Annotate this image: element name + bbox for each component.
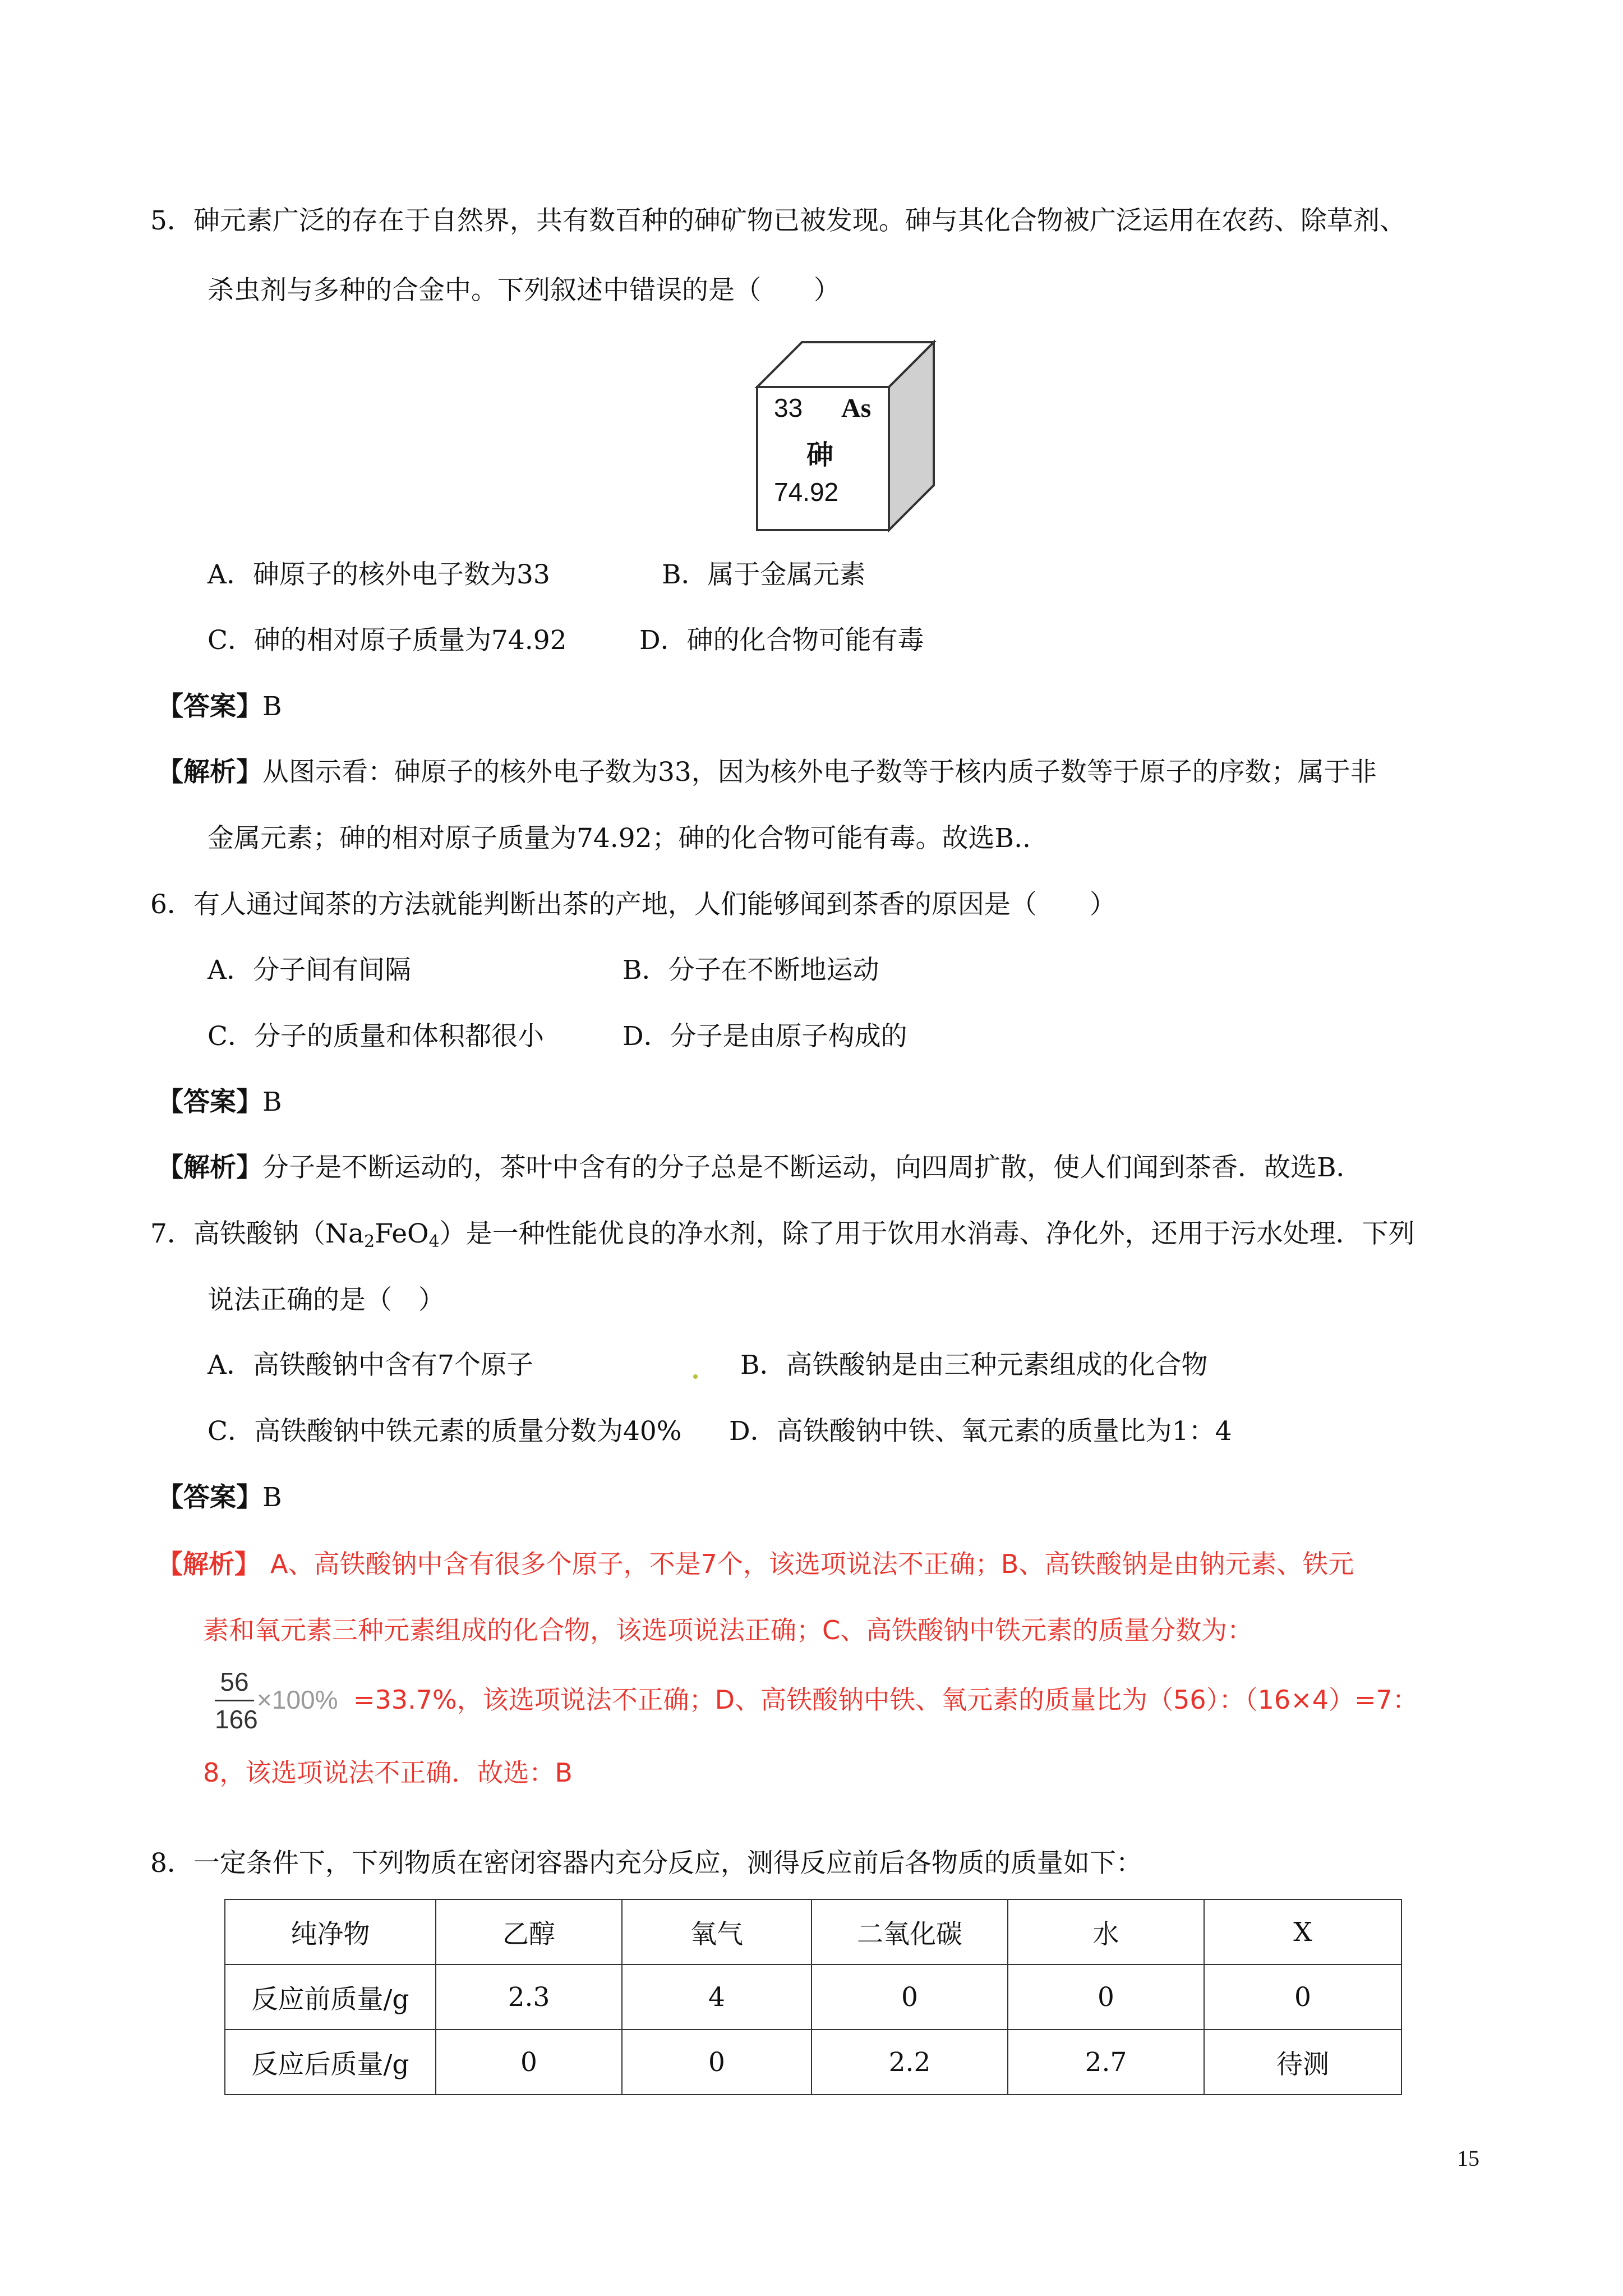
fraction-denominator: 166: [215, 1705, 258, 1734]
q5-stem-line2: 杀虫剂与多种的合金中。下列叙述中错误的是（ ）: [208, 275, 840, 306]
table-cell: 0: [811, 1964, 1008, 2030]
q7-stem-text: ）是一种性能优良的净水剂，除了用于饮用水消毒、净化外，还用于污水处理．下列: [439, 1218, 1415, 1249]
q8-stem-line1: 8．一定条件下，下列物质在密闭容器内充分反应，测得反应前后各物质的质量如下：: [150, 1848, 1142, 1879]
element-card-figure: [751, 337, 937, 533]
table-header-cell: 纯净物: [225, 1899, 436, 1964]
fraction-multiplier: ×100%: [257, 1685, 338, 1714]
table-cell: 待测: [1204, 2030, 1401, 2095]
answer-value: B: [262, 1087, 282, 1117]
analysis-text: 从图示看：砷原子的核外电子数为33，因为核外电子数等于核内质子数等于原子的序数；属于非: [262, 757, 1377, 788]
element-name: 砷: [806, 439, 834, 471]
q7-option-d: D．高铁酸钠中铁、氧元素的质量比为1：4: [729, 1416, 1232, 1447]
subscript: 2: [364, 1232, 375, 1251]
q7-stem-line2: 说法正确的是（ ）: [208, 1285, 445, 1315]
subscript: 4: [428, 1232, 440, 1251]
analysis-label: 【解析】: [157, 757, 262, 788]
answer-value: B: [262, 1482, 282, 1513]
table-cell: 4: [622, 1964, 811, 2030]
marker-dot-icon: [693, 1374, 698, 1379]
table-header-row: [225, 1899, 1401, 1964]
q6-analysis-line1: [157, 1151, 1363, 1185]
q5-analysis-line2: 金属元素；砷的相对原子质量为74.92；砷的化合物可能有毒。故选B..: [208, 823, 1031, 854]
table-cell: 0: [622, 2030, 811, 2095]
analysis-label: 【解析】: [157, 1549, 260, 1579]
q7-analysis-line2: 素和氧元素三种元素组成的化合物，该选项说法正确；C、高铁酸钠中铁元素的质量分数为：: [203, 1615, 1253, 1645]
q7-analysis-line3: =33.7%，该选项说法不正确；D、高铁酸钠中铁、氧元素的质量比为（56）：（16×4）=7：: [353, 1685, 1418, 1715]
q5-answer: [157, 690, 282, 724]
mass-table: [224, 1899, 1402, 2095]
page-number: 15: [1457, 2146, 1479, 2171]
table-cell: 2.2: [811, 2030, 1008, 2095]
answer-value: B: [262, 691, 282, 722]
table-row: [225, 2030, 1401, 2095]
q5-option-b: B．属于金属元素: [662, 559, 866, 590]
table-cell: 0: [1204, 1964, 1401, 2030]
q7-stem-text: 7．高铁酸钠（Na: [150, 1218, 365, 1249]
q6-option-d: D．分子是由原子构成的: [623, 1021, 907, 1052]
q7-option-b: B．高铁酸钠是由三种元素组成的化合物: [740, 1350, 1208, 1381]
q6-answer: [157, 1085, 282, 1119]
table-header-cell: X: [1204, 1899, 1401, 1964]
table-header-cell: 二氧化碳: [811, 1899, 1008, 1964]
q5-option-d: D．砷的化合物可能有毒: [639, 625, 924, 656]
q5-option-c: C．砷的相对原子质量为74.92: [208, 625, 567, 656]
fraction-numerator: 56: [220, 1667, 249, 1696]
table-header-cell: 水: [1008, 1899, 1204, 1964]
fraction-bar: [215, 1700, 254, 1701]
table-cell: 0: [1008, 1964, 1204, 2030]
q6-option-c: C．分子的质量和体积都很小: [208, 1021, 544, 1052]
q7-stem-text: FeO: [375, 1218, 429, 1249]
analysis-text: 分子是不断运动的，茶叶中含有的分子总是不断运动，向四周扩散，使人们闻到茶香．故选B．: [262, 1152, 1363, 1183]
table-cell: 2.3: [436, 1964, 622, 2030]
q5-option-a: A．砷原子的核外电子数为33: [208, 559, 550, 590]
element-symbol: As: [841, 393, 872, 423]
answer-label: 【答案】: [157, 1087, 262, 1117]
element-atomic-number: 33: [774, 393, 803, 422]
answer-label: 【答案】: [157, 691, 262, 722]
analysis-text: A、高铁酸钠中含有很多个原子，不是7个，该选项说法不正确；B、高铁酸钠是由钠元素、铁元: [270, 1549, 1354, 1579]
q7-stem-line1: [150, 1217, 1415, 1251]
mass-fraction: [215, 1665, 258, 1736]
q7-option-a: A．高铁酸钠中含有7个原子: [208, 1350, 533, 1381]
table-cell: 2.7: [1008, 2030, 1204, 2095]
q6-option-b: B．分子在不断地运动: [623, 955, 879, 986]
q7-analysis-line1: [157, 1547, 1354, 1581]
q6-option-a: A．分子间有间隔: [208, 955, 411, 986]
answer-label: 【答案】: [157, 1482, 262, 1513]
q5-analysis-line1: [157, 756, 1377, 789]
q5-stem-line1: 5．砷元素广泛的存在于自然界，共有数百种的砷矿物已被发现。砷与其化合物被广泛运用在农药、除草剂、: [150, 205, 1406, 236]
q7-analysis-line4: 8，该选项说法不正确．故选：B: [203, 1757, 573, 1788]
table-cell: 反应前质量/g: [225, 1964, 436, 2030]
q7-option-c: C．高铁酸钠中铁元素的质量分数为40%: [208, 1416, 682, 1447]
analysis-label: 【解析】: [157, 1152, 262, 1183]
table-header-cell: 乙醇: [436, 1899, 622, 1964]
table-cell: 反应后质量/g: [225, 2030, 436, 2095]
q6-stem-line1: 6．有人通过闻茶的方法就能判断出茶的产地，人们能够闻到茶香的原因是（ ）: [150, 889, 1116, 920]
element-atomic-mass: 74.92: [774, 477, 839, 507]
table-row: [225, 1964, 1401, 2030]
table-cell: 0: [436, 2030, 622, 2095]
q7-answer: [157, 1481, 282, 1515]
table-header-cell: 氧气: [622, 1899, 811, 1964]
